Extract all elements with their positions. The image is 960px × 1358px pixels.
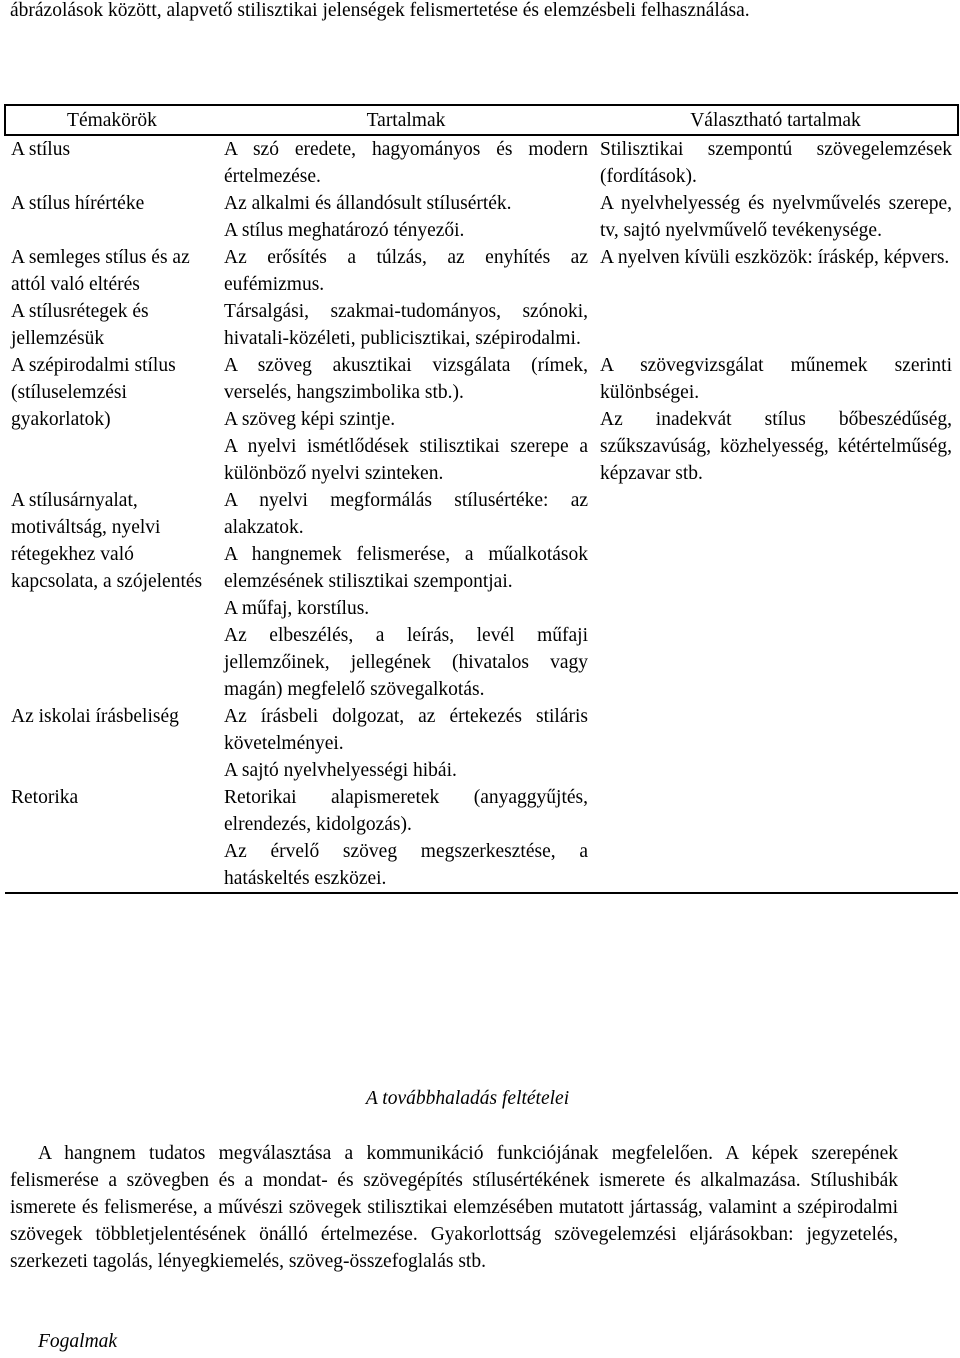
topic-cell: A szépirodalmi stílus (stíluselemzési gyakorlatok) <box>11 355 176 430</box>
intro-text: ábrázolások között, alapvető stilisztikai jelenségek felismertetése és elemzésbeli felhasználása. <box>10 0 750 21</box>
table-row <box>5 703 958 784</box>
table-row <box>5 487 958 703</box>
content-item: Az elbeszélés, a leírás, levél műfaji jellemzőinek, jellegének (hivatalos vagy magán) megfelelő szövegalkotás. <box>224 625 588 700</box>
contents-cell <box>218 298 594 352</box>
table-row <box>5 135 958 190</box>
content-item: Az érvelő szöveg megszerkesztése, a hatáskeltés eszközei. <box>224 841 588 889</box>
table-body <box>5 135 958 893</box>
contents-cell <box>218 244 594 298</box>
contents-cell <box>218 135 594 190</box>
topic-cell: Az iskolai írásbeliség <box>11 706 179 727</box>
optional-item: A szövegvizsgálat műnemek szerinti különbségei. <box>600 355 952 403</box>
optional-item: Az inadekvát stílus bőbeszédűség, szűkszavúság, közhelyesség, kétértelműség, képzavar stb. <box>600 409 952 484</box>
table-row <box>5 190 958 244</box>
content-item: A nyelvi megformálás stílusértéke: az alakzatok. <box>224 490 588 538</box>
content-item: A szöveg képi szintje. <box>224 409 396 430</box>
table-row <box>5 244 958 298</box>
content-item: A nyelvi ismétlődések stilisztikai szerepe a különböző nyelvi szinteken. <box>224 436 588 484</box>
contents-cell <box>218 703 594 784</box>
section-title: A továbbhaladás feltételei <box>365 1088 570 1109</box>
topic-cell: A stílus <box>11 139 71 160</box>
contents-cell <box>218 487 594 703</box>
content-item: Az alkalmi és állandósult stílusérték. <box>224 193 512 214</box>
topic-cell: A stílus hírértéke <box>11 193 145 214</box>
curriculum-table <box>4 104 959 894</box>
table-row <box>5 784 958 893</box>
optional-item: A nyelven kívüli eszközök: íráskép, képvers. <box>600 247 950 268</box>
content-item: A szó eredete, hagyományos és modern értelmezése. <box>224 139 588 187</box>
content-item: Az erősítés a túlzás, az enyhítés az eufémizmus. <box>224 247 588 295</box>
optional-cell <box>594 703 958 784</box>
table-row <box>5 298 958 352</box>
optional-item: A nyelvhelyesség és nyelvművelés szerepe, tv, sajtó nyelvművelő tevékenysége. <box>600 193 952 241</box>
content-item: A szöveg akusztikai vizsgálata (rímek, verselés, hangszimbolika stb.). <box>224 355 588 403</box>
contents-cell <box>218 784 594 893</box>
content-item: A műfaj, korstílus. <box>224 598 370 619</box>
optional-cell <box>594 352 958 487</box>
content-item: Társalgási, szakmai-tudományos, szónoki, hivatali-közéleti, publicisztikai, szépirodalmi. <box>224 301 588 349</box>
topic-cell: Retorika <box>5 784 218 893</box>
optional-cell <box>594 487 958 703</box>
topic-cell: A semleges stílus és az attól való eltérés <box>11 247 190 295</box>
optional-cell <box>594 298 958 352</box>
contents-cell <box>218 190 594 244</box>
header-contents: Tartalmak <box>218 105 594 135</box>
contents-cell <box>218 352 594 487</box>
optional-cell <box>594 784 958 893</box>
prerequisites-paragraph <box>10 1140 898 1275</box>
optional-item: Stilisztikai szempontú szövegelemzések (fordítások). <box>600 139 952 187</box>
prerequisites-text: A hangnem tudatos megválasztása a kommunikáció funkciójának megfelelően. A képek szerepének felismerése a szövegben és a mondat- és szövegépítés stílusértékének ismerete és alkalmazása. Stílushibák ismerete és felismerése, a művészi szövegek stilisztikai elemzésében mutatott jártasság, valamint a szépirodalmi szövegek többletjelentésének önálló értelmezése. Gyakorlottság szövegelemzési eljárásokban: jegyzetelés, szerkezeti tagolás, lényegkiemelés, szöveg-összefoglalás stb. <box>10 1143 898 1272</box>
content-item: A stílus meghatározó tényezői. <box>224 220 465 241</box>
content-item: A sajtó nyelvhelyességi hibái. <box>224 760 457 781</box>
optional-cell <box>594 135 958 190</box>
topic-cell: A stílusrétegek és jellemzésük <box>11 301 149 349</box>
header-topics: Témakörök <box>5 105 218 135</box>
content-item: Az írásbeli dolgozat, az értekezés stiláris követelményei. <box>224 706 588 754</box>
content-item: Retorikai alapismeretek (anyaggyűjtés, elrendezés, kidolgozás). <box>224 787 588 835</box>
optional-cell <box>594 190 958 244</box>
optional-cell <box>594 244 958 298</box>
topic-cell: A stílusárnyalat, motiváltság, nyelvi rétegekhez való kapcsolata, a szójelentés <box>11 490 203 592</box>
header-optional-contents: Választható tartalmak <box>594 105 958 135</box>
concepts-heading: Fogalmak <box>38 1331 118 1352</box>
table-header-row <box>5 105 958 135</box>
content-item: A hangnemek felismerése, a műalkotások elemzésének stilisztikai szempontjai. <box>224 544 588 592</box>
intro-paragraph <box>10 0 898 24</box>
table-row <box>5 352 958 487</box>
